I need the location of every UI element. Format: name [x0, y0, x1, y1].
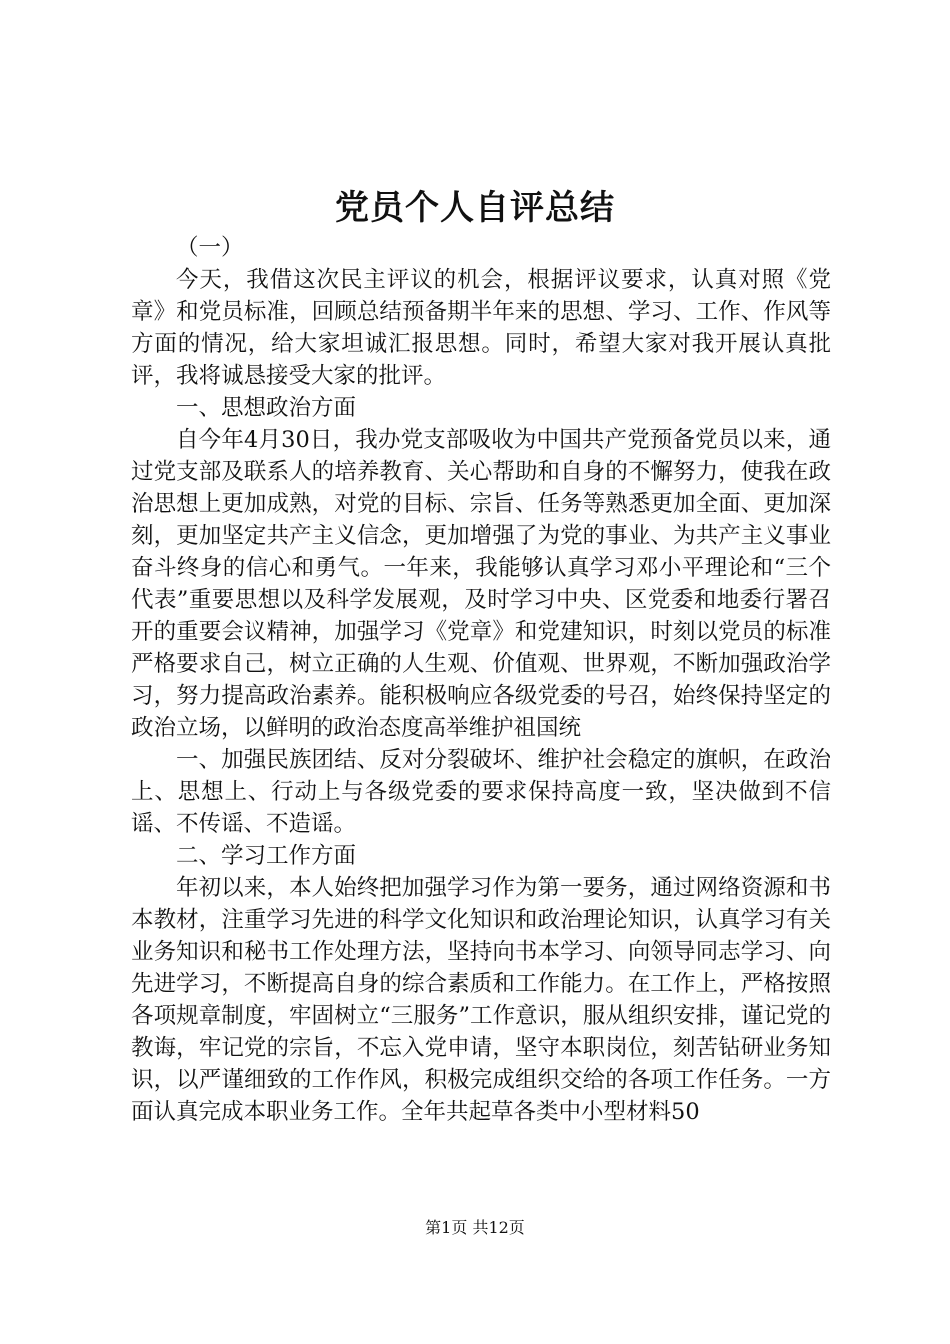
paragraph-study-work: 年初以来，本人始终把加强学习作为第一要务，通过网络资源和书本教材，注重学习先进的科学文化知识和政治理论知识，认真学习有关业务知识和秘书工作处理方法，坚持向书本学习、向领导同志学习、向先进学习，不断提高自身的综合素质和工作能力。在工作上，严格按照各项规章制度，牢固树立“三服务”工作意识，服从组织安排，谨记党的教诲，牢记党的宗旨，不忘入党申请，坚守本职岗位，刻苦钻研业务知识，以严谨细致的工作作风，积极完成组织交给的各项工作任务。一方面认真完成本职业务工作。全年共起草各类中小型材料50 [131, 875, 831, 1125]
section-heading-study-work: 二、学习工作方面 [176, 843, 357, 869]
section-heading-intro: （一） [176, 235, 244, 261]
section-heading-political: 一、思想政治方面 [176, 395, 357, 421]
document-body [131, 232, 831, 1128]
page-footer: 第1页 共12页 [425, 1218, 525, 1237]
paragraph-political: 自今年4月30日，我办党支部吸收为中国共产党预备党员以来，通过党支部及联系人的培养教育、关心帮助和自身的不懈努力，使我在政治思想上更加成熟，对党的目标、宗旨、任务等熟悉更加全面、更加深刻，更加坚定共产主义信念，更加增强了为党的事业、为共产主义事业奋斗终身的信心和勇气。一年来，我能够认真学习邓小平理论和“三个代表”重要思想以及科学发展观，及时学习中央、区党委和地委行署召开的重要会议精神，加强学习《党章》和党建知识，时刻以党员的标准严格要求自己，树立正确的人生观、价值观、世界观，不断加强政治学习，努力提高政治素养。能积极响应各级党委的号召，始终保持坚定的政治立场，以鲜明的政治态度高举维护祖国统 [131, 427, 831, 741]
paragraph-unity: 一、加强民族团结、反对分裂破坏、维护社会稳定的旗帜，在政治上、思想上、行动上与各级党委的要求保持高度一致，坚决做到不信谣、不传谣、不造谣。 [131, 747, 831, 837]
document-title: 党员个人自评总结 [335, 188, 615, 228]
paragraph-intro: 今天，我借这次民主评议的机会，根据评议要求，认真对照《党章》和党员标准，回顾总结预备期半年来的思想、学习、工作、作风等方面的情况，给大家坦诚汇报思想。同时，希望大家对我开展认真批评，我将诚恳接受大家的批评。 [131, 267, 831, 389]
